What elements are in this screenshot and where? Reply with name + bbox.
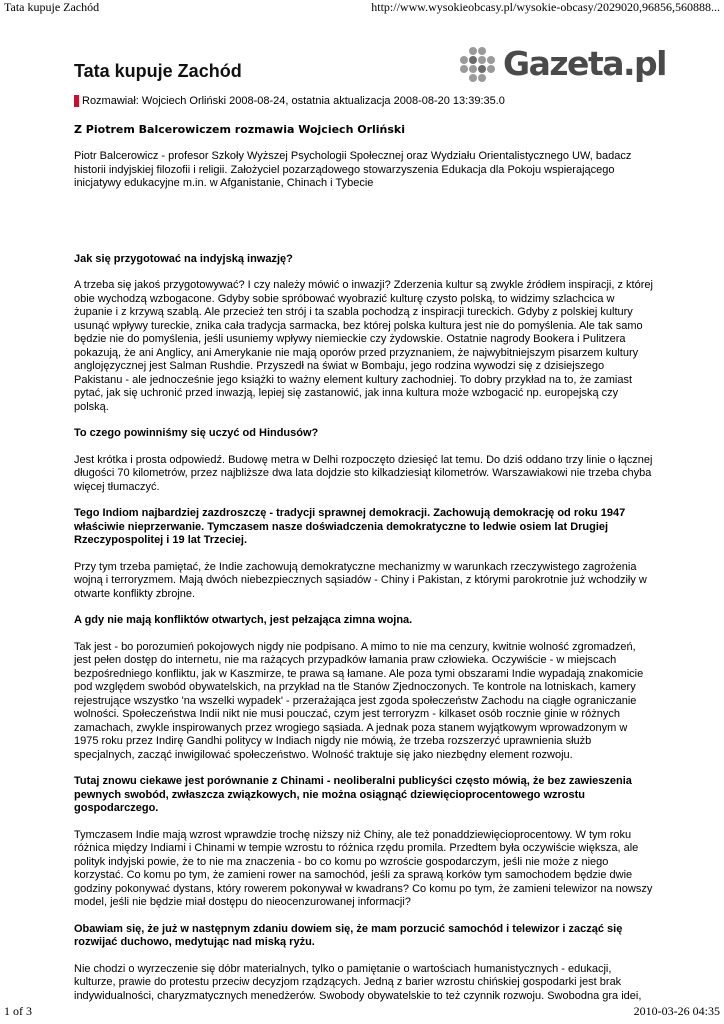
article-body xyxy=(74,123,654,1016)
interview-answer: Tymczasem Indie mają wzrost wprawdzie trochę niższy niż Chiny, ale też ponaddziewięcioprocentowy. W tym roku różnica między Indiami i Chinami w tempie wzrostu to różnica rzędu promila. Przedtem była oczywiście większa, ale polityk indyjski powie, że to nie ma znaczenia - bo co komu po wzroście gospodarczym, jeśli nie może z niego korzystać. Co komu po tym, że zamieni rower na samochód, jeśli za sprawą korków tym samochodem będzie dwie godziny pokonywać dystans, który rowerem pokonywał w kwadrans? Co komu po tym, że zamieni telewizor na nowszy model, jeśli nie będzie miał dostępu do nieocenzurowanej informacji? xyxy=(74,828,653,908)
interview-question: Jak się przygotować na indyjską inwazję? xyxy=(74,252,293,265)
interview-answer: Przy tym trzeba pamiętać, że Indie zachowują demokratyczne mechanizmy w warunkach rzeczywistego zagrożenia wojną i terroryzmem. Mają dwóch niebezpiecznych sąsiadów - Chiny i Pakistan, z którymi parokrotnie już wchodziły w otwarte konflikty zbrojne. xyxy=(74,560,647,600)
article-title: Tata kupuje Zachód xyxy=(74,61,242,81)
interview-question: Obawiam się, że już w następnym zdaniu dowiem się, że mam porzucić samochód i telewizor i zacząć się rozwijać duchowo, medytując nad miską ryżu. xyxy=(74,922,623,948)
print-header-url: http://www.wysokieobcasy.pl/wysokie-obcasy/2029020,96856,560888... xyxy=(371,1,720,14)
article-subtitle: Z Piotrem Balcerowiczem rozmawia Wojciech Orliński xyxy=(74,123,406,136)
author-bio: Piotr Balcerowicz - profesor Szkoły Wyższej Psychologii Społecznej oraz Wydziału Orientalistycznego UW, badacz historii indyjskiej filozofii i religii. Założyciel pozarządowego stowarzyszenia Edukacja dla Pokoju wspierającego inicjatywy edukacyjne m.in. w Afganistanie, Chinach i Tybecie xyxy=(74,150,632,189)
print-timestamp: 2010-03-26 04:35 xyxy=(633,1004,720,1018)
interview-question: A gdy nie mają konfliktów otwartych, jest pełzająca zimna wojna. xyxy=(74,614,413,626)
print-footer xyxy=(4,1005,720,1018)
interview-blocks xyxy=(74,253,654,1004)
interview-answer: Jest krótka i prosta odpowiedź. Budowę metra w Delhi rozpoczęto dziesięć lat temu. Do dziś oddano trzy linie o łącznej długości 70 kilometrów, przez najbliższe dwa lata dojdzie sto kilkadziesiąt kilometrów. Warszawiakowi nie trzeba chyba więcej tłumaczyć. xyxy=(74,453,653,493)
print-header-title: Tata kupuje Zachód xyxy=(4,0,100,14)
article-meta xyxy=(74,94,505,108)
interview-question: To czego powinniśmy się uczyć od Hindusów? xyxy=(74,427,319,439)
logo-text: Gazeta.pl xyxy=(503,44,666,83)
article-byline: Rozmawiał: Wojciech Orliński 2008-08-24, ostatnia aktualizacja 2008-08-20 13:39:35.0 xyxy=(82,95,505,107)
logo-dots-icon xyxy=(460,47,495,82)
interview-answer: Tak jest - bo porozumień pokojowych nigdy nie podpisano. A mimo to nie ma cenzury, kwitnie wolność zgromadzeń, jest pełen dostęp do internetu, nie ma rażących przypadków łamania praw człowieka. Oczywiście - w miejscach bezpośredniego konfliktu, jak w Kaszmirze, te prawa są łamane. Ale poza tymi obszarami Indie wypadają znakomicie pod względem swobód obywatelskich, na przykład na tle Stanów Zjednoczonych. Te kontrole na lotniskach, kamery rejestrujące wszystko 'na wszelki wypadek' - przerażająca jest zgoda społeczeństw Zachodu na ciągłe ograniczanie wolności. Społeczeństwa Indii nikt nie musi pouczać, czym jest terroryzm - kilkaset osób rocznie ginie w różnych zamachach, zwykle inspirowanych przez wrogiego sąsiada. A jednak poza stanem wyjątkowym wprowadzonym w 1975 roku przez Indirę Gandhi politycy w Indiach nigdy nie mówią, że trzeba rozszerzyć uprawnienia służb specjalnych, zacząć inwigilować społeczeństwo. Wolność traktuje się jako niezbędny element rozwoju. xyxy=(74,640,644,761)
interview-answer: A trzeba się jakoś przygotowywać? I czy należy mówić o inwazji? Zderzenia kultur są zwykle źródłem inspiracji, z której obie wychodzą wzbogacone. Gdyby sobie spróbować wyobrazić kulturę czysto polską, to widzimy szlachcica w żupanie i z krzywą szablą. Ale przecież ten strój i ta szabla pochodzą z inspiracji tureckich. Gdyby z polskiej kultury usunąć wpływy tureckie, znika cała tradycja sarmacka, bez której polska kultura jest nie do pomyślenia. Ale tak samo będzie nie do pomyślenia, jeśli usuniemy wpływy niemieckie czy żydowskie. Ostatnie nagrody Bookera i Pulitzera pokazują, że ani Anglicy, ani Amerykanie nie mają oporów przed przyznaniem, że najwybitniejszym pisarzem kultury anglojęzycznej jest Salman Rushdie. Przyszedł na świat w Bombaju, jego rodzina wywodzi się z dzisiejszego Pakistanu - ale jednocześnie jego książki to ważny element kultury zachodniej. To dobry przykład na to, że zamiast pytać, jak się uchronić przed inwazją, lepiej się zastanowić, jak inna kultura może wzbogacić np. europejską czy polską. xyxy=(74,279,653,413)
gazeta-logo xyxy=(460,44,666,84)
page-indicator: 1 of 3 xyxy=(4,1004,32,1018)
interview-answer: Nie chodzi o wyrzeczenie się dóbr materialnych, tylko o pamiętanie o wartościach humanistycznych - edukacji, kulturze, prawie do protestu przeciw decyzjom rządzących. Jedną z barier wzrostu chińskiej gospodarki jest brak indywidualności, charyzmatycznych menedżerów. Swobody obywatelskie to też czynnik rozwoju. Swobodna gra idei, xyxy=(74,962,642,1002)
meta-marker-icon xyxy=(74,95,79,107)
interview-question: Tutaj znowu ciekawe jest porównanie z Chinami - neoliberalni publicyści często mówią, że bez zawieszenia pewnych swobód, zwłaszcza związkowych, nie można osiągnąć dziewięcioprocentowego wzrostu gospodarczego. xyxy=(74,775,632,814)
print-header xyxy=(4,1,720,14)
interview-question: Tego Indiom najbardziej zazdroszczę - tradycji sprawnej demokracji. Zachowują demokrację od roku 1947 właściwie nieprzerwanie. Tymczasem nasze doświadczenia demokratyczne to ledwie osiem lat Drugiej Rzeczypospolitej i 19 lat Trzeciej. xyxy=(74,507,626,546)
